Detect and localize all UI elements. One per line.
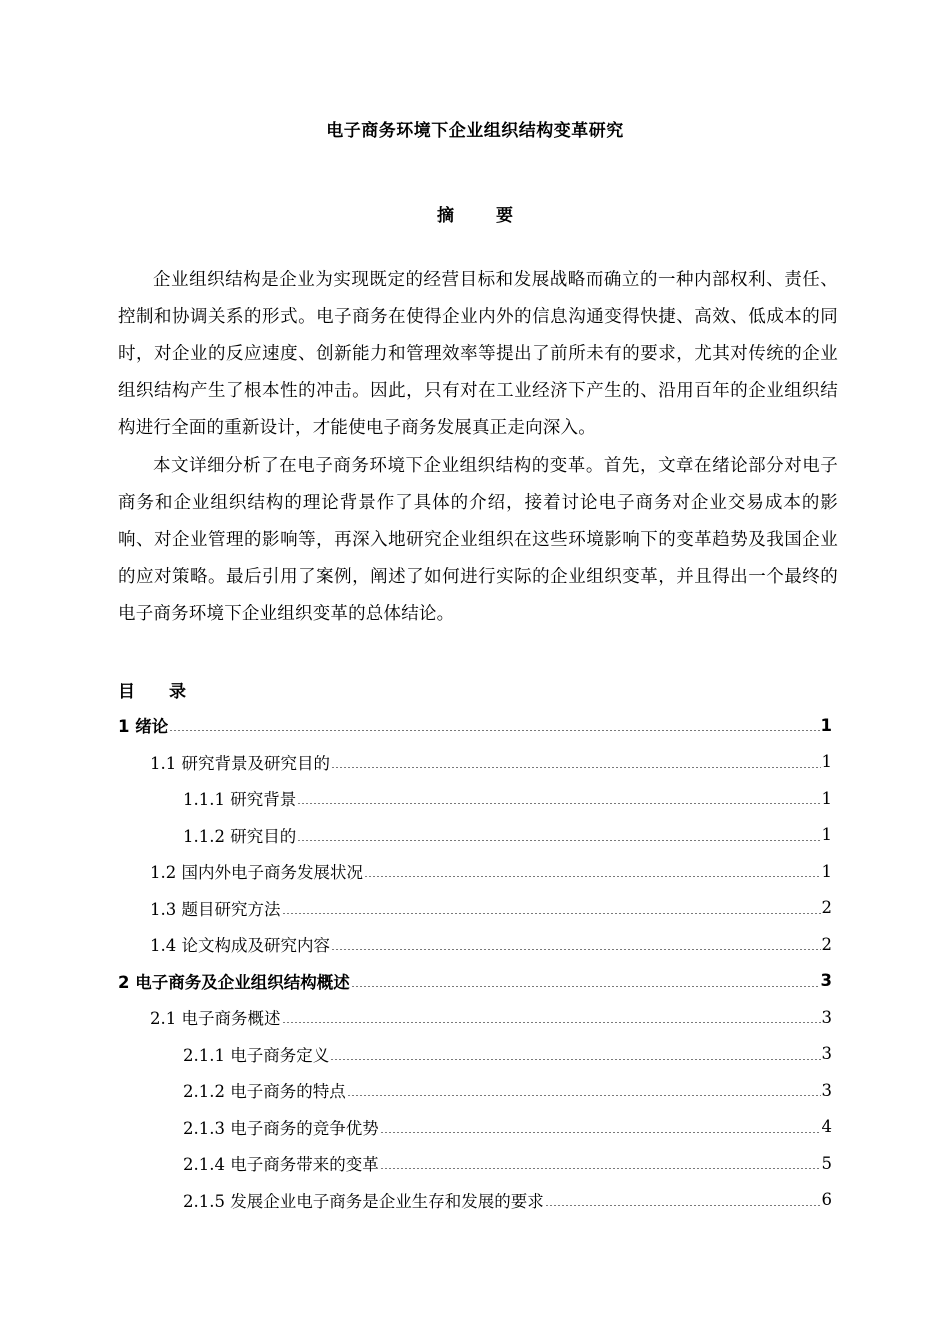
toc-entry-page: 3	[821, 1080, 832, 1100]
toc-dot-leader	[331, 949, 821, 950]
toc-dot-leader	[297, 840, 820, 841]
toc-dot-leader	[545, 1205, 821, 1206]
toc-entry[interactable]	[150, 926, 832, 962]
toc-dot-leader	[297, 803, 820, 804]
toc-entry-page: 1	[820, 715, 832, 735]
toc-entry-label: 2.1 电子商务概述	[150, 1009, 281, 1028]
toc-heading	[118, 677, 220, 702]
abstract-heading	[0, 201, 950, 226]
toc-heading-char: 目	[118, 682, 135, 702]
toc-dot-leader	[282, 1022, 821, 1023]
toc-dot-leader	[380, 1132, 821, 1133]
toc-entry-page: 5	[821, 1153, 832, 1173]
toc-entry-label: 2.1.4 电子商务带来的变革	[183, 1155, 379, 1174]
toc-entry-page: 1	[821, 752, 832, 771]
toc-entry-page: 1	[821, 788, 832, 808]
toc-entry-page: 4	[821, 1117, 832, 1136]
toc-entry-label: 2.1.2 电子商务的特点	[183, 1082, 346, 1101]
toc-entry-label: 1.1 研究背景及研究目的	[150, 753, 330, 773]
toc-entry-page: 3	[820, 971, 832, 990]
toc-entry[interactable]	[118, 707, 832, 743]
toc-entry[interactable]	[150, 999, 832, 1035]
toc-dot-leader	[169, 730, 819, 731]
toc-dot-leader	[364, 876, 821, 877]
toc-entry-page: 1	[821, 861, 832, 881]
toc-heading-char: 录	[169, 682, 186, 702]
document-title: 电子商务环境下企业组织结构变革研究	[326, 121, 624, 141]
toc-dot-leader	[282, 913, 821, 914]
toc-entry-page: 1	[821, 825, 832, 844]
toc-entry-page: 3	[821, 1044, 832, 1063]
toc-entry-label: 1.2 国内外电子商务发展状况	[150, 863, 363, 882]
toc-dot-leader	[347, 1095, 821, 1096]
toc-entry[interactable]	[183, 780, 832, 816]
toc-entry[interactable]	[183, 1109, 832, 1145]
toc-entry[interactable]	[183, 1036, 832, 1072]
toc-entry[interactable]	[150, 744, 832, 780]
abstract-paragraph: 企业组织结构是企业为实现既定的经营目标和发展战略而确立的一种内部权利、责任、控制和协调关系的形式。电子商务在使得企业内外的信息沟通变得快捷、高效、低成本的同时，对企业的反应速度、创新能力和管理效率等提出了前所未有的要求，尤其对传统的企业组织结构产生了根本性的冲击。因此，只有对在工业经济下产生的、沿用百年的企业组织结构进行全面的重新设计，才能使电子商务发展真正走向深入。	[118, 270, 838, 438]
toc-dot-leader	[331, 767, 821, 768]
toc-entry-label: 1.1.2 研究目的	[183, 826, 297, 846]
toc-entry[interactable]	[183, 1182, 832, 1218]
toc-entry-page: 6	[821, 1190, 832, 1209]
toc-entry-label: 1.3 题目研究方法	[150, 899, 281, 919]
abstract-heading-char: 要	[495, 206, 513, 226]
toc-entry[interactable]	[183, 817, 832, 853]
toc-entry[interactable]	[150, 853, 832, 889]
toc-entry[interactable]	[150, 890, 832, 926]
abstract-paragraph: 本文详细分析了在电子商务环境下企业组织结构的变革。首先，文章在绪论部分对电子商务和企业组织结构的理论背景作了具体的介绍，接着讨论电子商务对企业交易成本的影响、对企业管理的影响等，再深入地研究企业组织在这些环境影响下的变革趋势及我国企业的应对策略。最后引用了案例，阐述了如何进行实际的企业组织变革，并且得出一个最终的电子商务环境下企业组织变革的总体结论。	[118, 456, 838, 624]
toc-entry-label: 1.4 论文构成及研究内容	[150, 936, 330, 955]
toc-entry-label: 2.1.5 发展企业电子商务是企业生存和发展的要求	[183, 1191, 544, 1211]
toc-dot-leader	[330, 1059, 820, 1060]
toc-dot-leader	[380, 1168, 821, 1169]
toc-entry-label: 2 电子商务及企业组织结构概述	[118, 972, 350, 992]
toc-entry-label: 2.1.3 电子商务的竞争优势	[183, 1118, 379, 1138]
toc-entry[interactable]	[183, 1072, 832, 1108]
toc-entry-page: 2	[821, 934, 832, 954]
toc-entry-label: 1 绪论	[118, 717, 169, 736]
toc-entry-page: 3	[821, 1007, 832, 1027]
abstract-heading-char: 摘	[437, 206, 455, 226]
toc-entry-label: 2.1.1 电子商务定义	[183, 1045, 330, 1065]
toc-entry-label: 1.1.1 研究背景	[183, 790, 297, 809]
toc-dot-leader	[351, 986, 820, 987]
toc-entry[interactable]	[118, 963, 832, 999]
toc-entry[interactable]	[183, 1145, 832, 1181]
toc-entry-page: 2	[821, 898, 832, 917]
